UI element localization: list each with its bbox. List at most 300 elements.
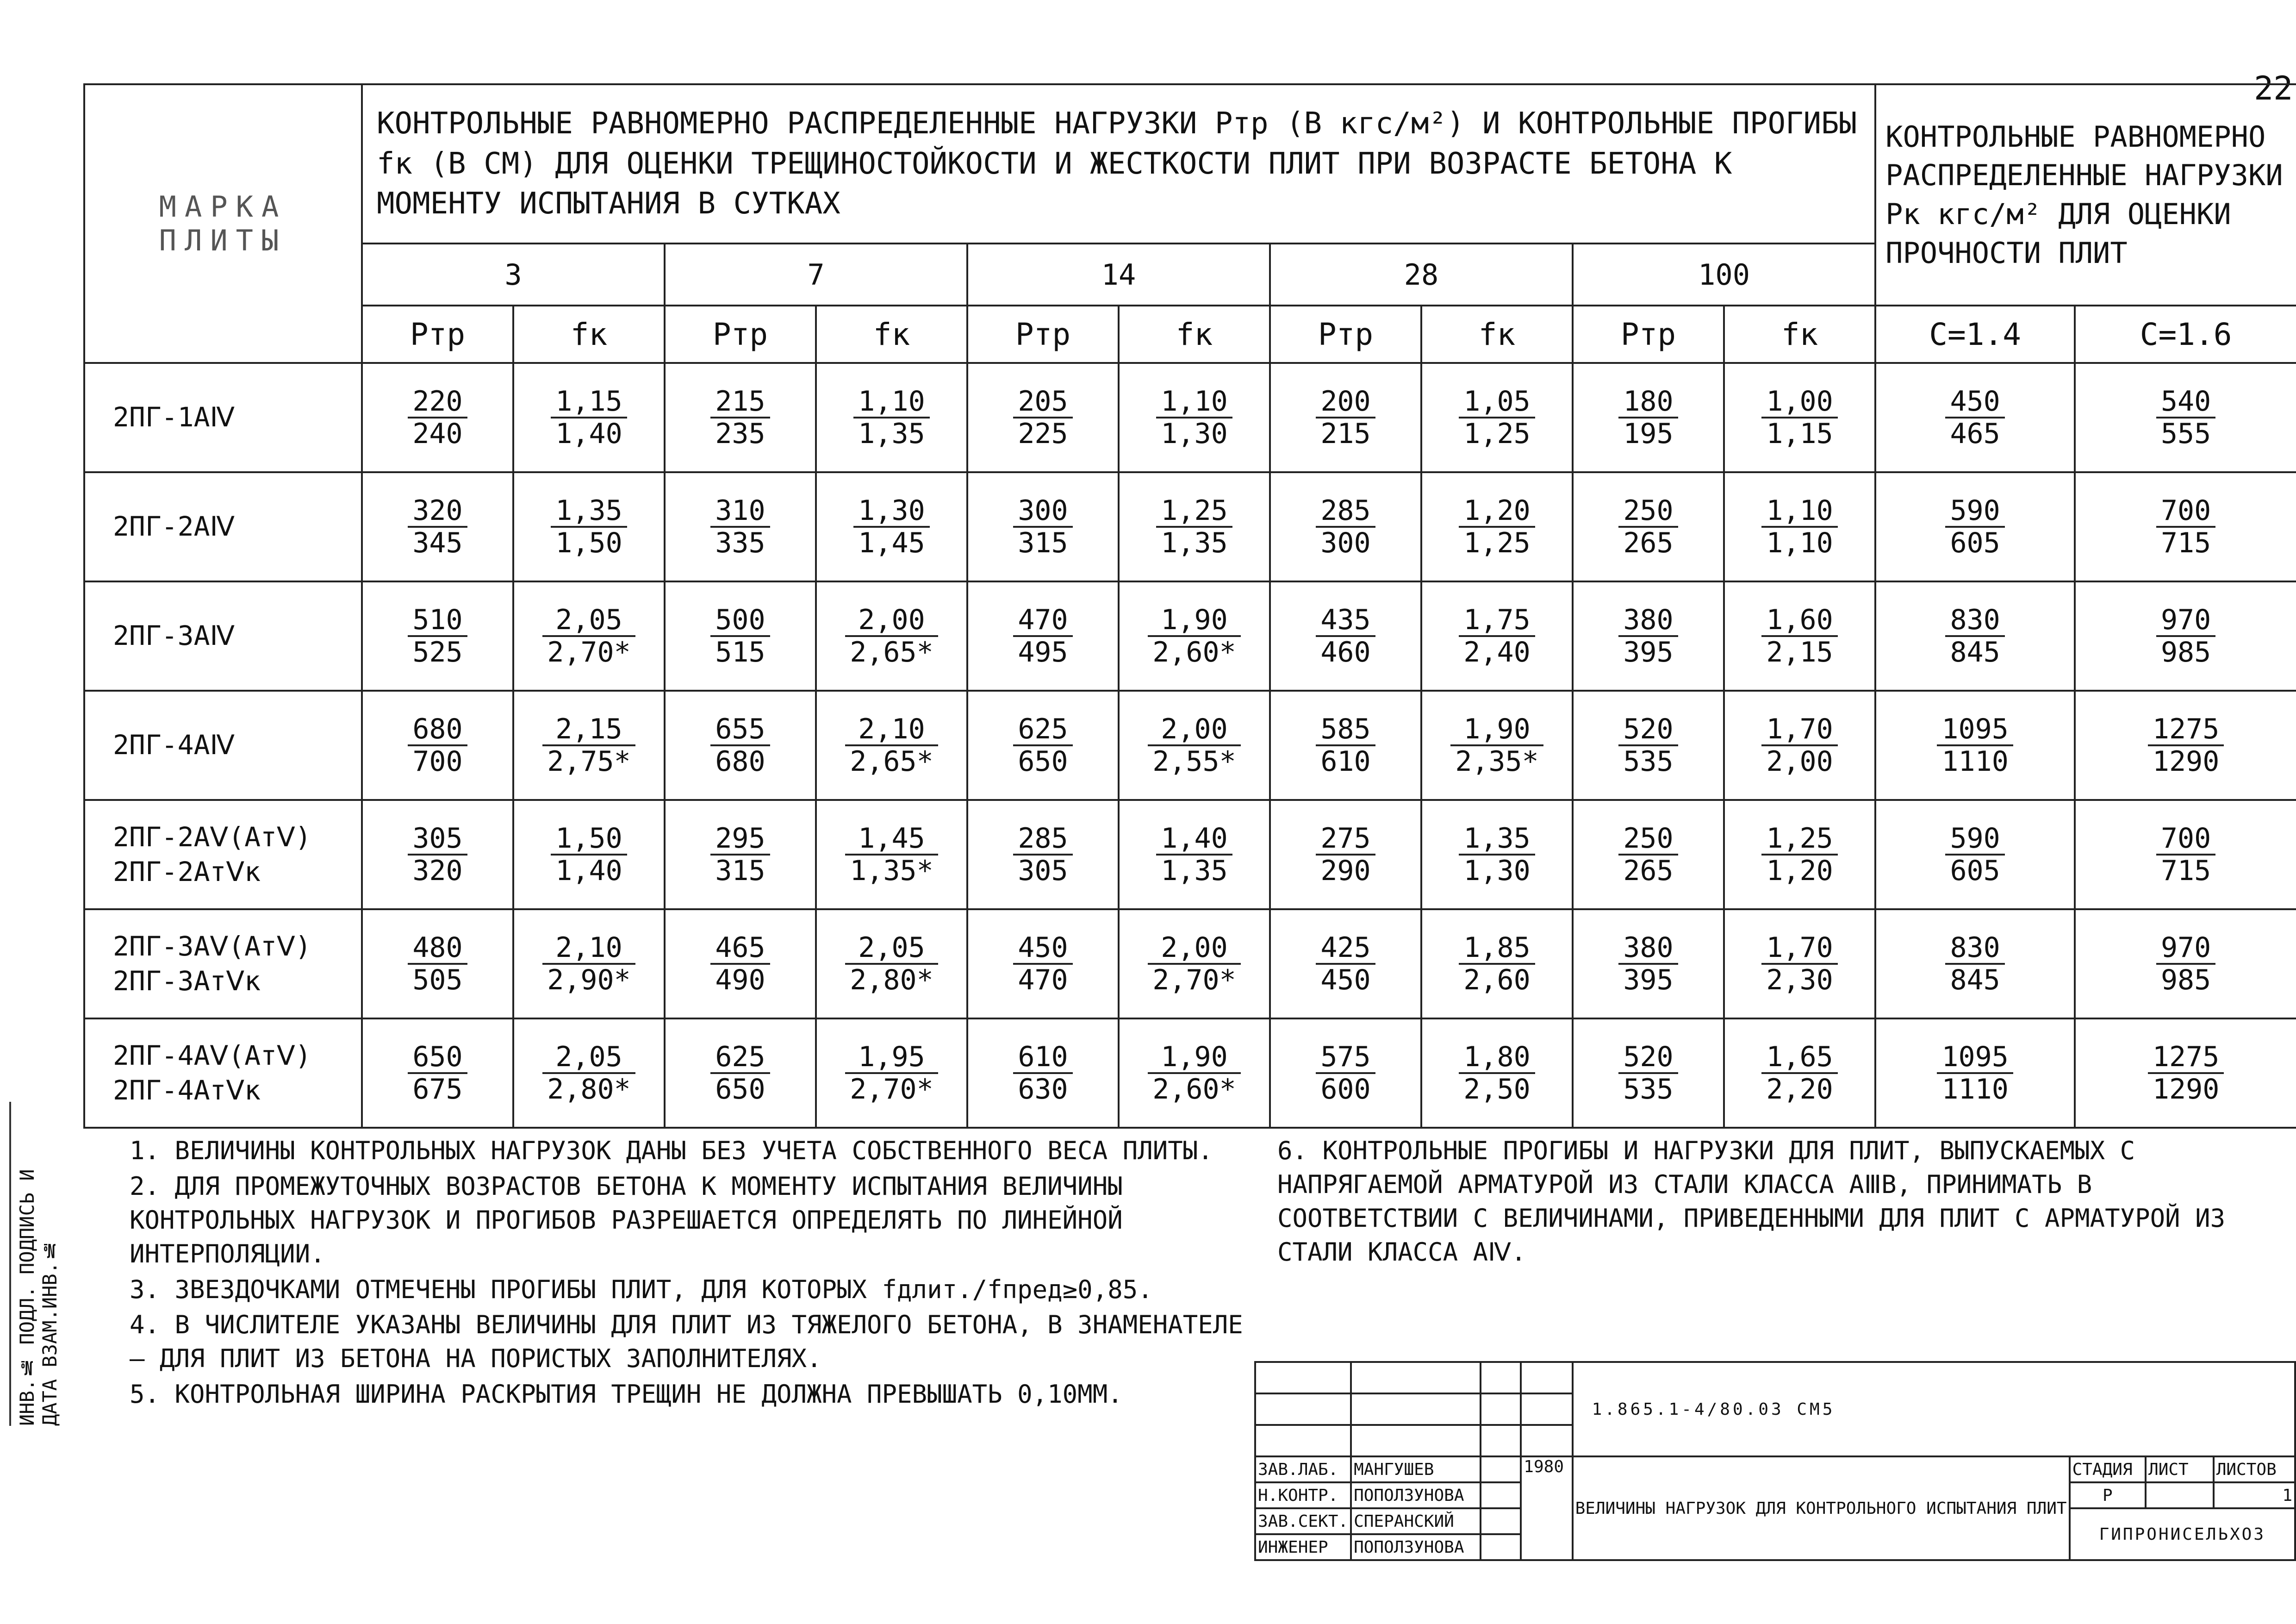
numerator-heavy-concrete: 215 bbox=[710, 386, 770, 418]
denominator-porous-aggregate: 1110 bbox=[1941, 745, 2009, 778]
value-cell bbox=[513, 472, 665, 581]
plate-mark bbox=[84, 909, 362, 1018]
denominator-porous-aggregate: 715 bbox=[2160, 855, 2211, 887]
numerator-heavy-concrete: 2,00 bbox=[845, 605, 938, 637]
numerator-heavy-concrete: 1,00 bbox=[1761, 386, 1838, 418]
numerator-heavy-concrete: 1,90 bbox=[1148, 605, 1241, 637]
value-fraction bbox=[845, 714, 938, 777]
value-fraction bbox=[1013, 605, 1072, 668]
value-fraction bbox=[710, 386, 770, 449]
value-fraction bbox=[542, 714, 635, 777]
title-block bbox=[1254, 1361, 2296, 1561]
value-fraction bbox=[542, 605, 635, 668]
denominator-porous-aggregate: 1,35 bbox=[858, 418, 925, 450]
denominator-porous-aggregate: 470 bbox=[1018, 964, 1068, 996]
value-fraction bbox=[408, 714, 467, 777]
value-fraction bbox=[2156, 605, 2215, 668]
value-cell bbox=[967, 1018, 1119, 1128]
value-fraction bbox=[408, 386, 467, 449]
denominator-porous-aggregate: 2,60* bbox=[1152, 1073, 1236, 1106]
denominator-porous-aggregate: 535 bbox=[1623, 1073, 1674, 1106]
denominator-porous-aggregate: 605 bbox=[1950, 527, 2000, 559]
numerator-heavy-concrete: 540 bbox=[2156, 386, 2215, 418]
plate-mark-primary: 2ПГ-4AⅣ bbox=[113, 729, 235, 761]
value-cell bbox=[513, 909, 665, 1018]
denominator-porous-aggregate: 605 bbox=[1950, 855, 2000, 887]
numerator-heavy-concrete: 610 bbox=[1013, 1042, 1072, 1074]
value-cell bbox=[665, 691, 816, 800]
name-1: МАНГУШЕВ bbox=[1351, 1456, 1481, 1482]
value-cell bbox=[1724, 909, 1875, 1018]
numerator-heavy-concrete: 465 bbox=[710, 932, 770, 965]
denominator-porous-aggregate: 2,50 bbox=[1463, 1073, 1531, 1106]
value-fraction bbox=[1156, 823, 1232, 886]
value-cell bbox=[1573, 909, 1724, 1018]
denominator-porous-aggregate: 1,15 bbox=[1766, 418, 1833, 450]
denominator-porous-aggregate: 845 bbox=[1950, 964, 2000, 996]
age-100: 100 bbox=[1573, 244, 1875, 306]
numerator-heavy-concrete: 1,75 bbox=[1459, 605, 1535, 637]
numerator-heavy-concrete: 435 bbox=[1316, 605, 1375, 637]
numerator-heavy-concrete: 2,00 bbox=[1148, 714, 1241, 746]
denominator-porous-aggregate: 1,40 bbox=[555, 418, 622, 450]
value-fraction bbox=[1459, 386, 1535, 449]
numerator-heavy-concrete: 1,10 bbox=[853, 386, 930, 418]
value-cell bbox=[1875, 800, 2075, 909]
numerator-heavy-concrete: 285 bbox=[1013, 823, 1072, 856]
value-cell bbox=[665, 909, 816, 1018]
value-cell bbox=[362, 691, 513, 800]
denominator-porous-aggregate: 465 bbox=[1950, 418, 2000, 450]
value-cell bbox=[1875, 581, 2075, 691]
numerator-heavy-concrete: 1,10 bbox=[1156, 386, 1232, 418]
value-cell bbox=[967, 909, 1119, 1018]
numerator-heavy-concrete: 300 bbox=[1013, 495, 1072, 528]
denominator-porous-aggregate: 700 bbox=[412, 745, 463, 778]
numerator-heavy-concrete: 1,95 bbox=[845, 1042, 938, 1074]
document-code: 1.865.1-4/80.03 СМ5 bbox=[1573, 1362, 2295, 1456]
note-4: 4. В ЧИСЛИТЕЛЕ УКАЗАНЫ ВЕЛИЧИНЫ ДЛЯ ПЛИТ ИЗ ТЯЖЕЛОГО БЕТОНА, В ЗНАМЕНАТЕЛЕ – ДЛЯ ПЛИТ ИЗ БЕТОНА НА ПОРИСТЫХ ЗАПОЛНИТЕЛЯХ. bbox=[130, 1310, 1243, 1374]
numerator-heavy-concrete: 1,35 bbox=[551, 495, 627, 528]
denominator-porous-aggregate: 395 bbox=[1623, 964, 1674, 996]
denominator-porous-aggregate: 2,90* bbox=[547, 964, 631, 996]
value-fraction bbox=[1459, 1042, 1535, 1105]
value-fraction bbox=[1013, 932, 1072, 995]
denominator-porous-aggregate: 2,60* bbox=[1152, 636, 1236, 668]
numerator-heavy-concrete: 480 bbox=[408, 932, 467, 965]
age-14: 14 bbox=[967, 244, 1270, 306]
sub-fk: fк bbox=[816, 306, 967, 363]
value-fraction bbox=[1937, 714, 2013, 777]
plate-mark-secondary: 2ПГ-2AтⅤк bbox=[113, 856, 261, 887]
numerator-heavy-concrete: 2,05 bbox=[542, 1042, 635, 1074]
numerator-heavy-concrete: 425 bbox=[1316, 932, 1375, 965]
denominator-porous-aggregate: 345 bbox=[412, 527, 463, 559]
sub-ptr: Pтр bbox=[1270, 306, 1421, 363]
numerator-heavy-concrete: 680 bbox=[408, 714, 467, 746]
plate-mark-primary: 2ПГ-4AⅤ(AтⅤ) bbox=[113, 1039, 311, 1071]
numerator-heavy-concrete: 625 bbox=[710, 1042, 770, 1074]
value-cell bbox=[2075, 800, 2296, 909]
numerator-heavy-concrete: 520 bbox=[1618, 714, 1678, 746]
value-fraction bbox=[1761, 1042, 1838, 1105]
value-fraction bbox=[1459, 605, 1535, 668]
value-cell bbox=[1875, 363, 2075, 472]
value-fraction bbox=[1316, 386, 1375, 449]
plate-mark bbox=[84, 691, 362, 800]
value-fraction bbox=[1316, 1042, 1375, 1105]
denominator-porous-aggregate: 2,30 bbox=[1766, 964, 1833, 996]
denominator-porous-aggregate: 985 bbox=[2160, 964, 2211, 996]
stage-label: СТАДИЯ bbox=[2070, 1456, 2146, 1482]
numerator-heavy-concrete: 1095 bbox=[1937, 714, 2013, 746]
denominator-porous-aggregate: 985 bbox=[2160, 636, 2211, 668]
numerator-heavy-concrete: 1,40 bbox=[1156, 823, 1232, 856]
numerator-heavy-concrete: 700 bbox=[2156, 823, 2215, 856]
numerator-heavy-concrete: 1095 bbox=[1937, 1042, 2013, 1074]
numerator-heavy-concrete: 1,20 bbox=[1459, 495, 1535, 528]
denominator-porous-aggregate: 600 bbox=[1320, 1073, 1371, 1106]
value-cell bbox=[1421, 691, 1573, 800]
value-cell bbox=[513, 800, 665, 909]
value-fraction bbox=[710, 932, 770, 995]
denominator-porous-aggregate: 515 bbox=[715, 636, 765, 668]
denominator-porous-aggregate: 630 bbox=[1018, 1073, 1068, 1106]
numerator-heavy-concrete: 585 bbox=[1316, 714, 1375, 746]
value-fraction bbox=[408, 495, 467, 558]
value-cell bbox=[1724, 472, 1875, 581]
table-row bbox=[84, 1018, 2296, 1128]
value-cell bbox=[967, 691, 1119, 800]
table-row bbox=[84, 800, 2296, 909]
denominator-porous-aggregate: 1,30 bbox=[1161, 418, 1228, 450]
sheet-label: ЛИСТ bbox=[2146, 1456, 2214, 1482]
role-3: ЗАВ.СЕКТ. bbox=[1255, 1508, 1351, 1534]
value-fraction bbox=[1013, 823, 1072, 886]
value-cell bbox=[1421, 472, 1573, 581]
denominator-porous-aggregate: 525 bbox=[412, 636, 463, 668]
value-fraction bbox=[1316, 605, 1375, 668]
value-cell bbox=[2075, 363, 2296, 472]
denominator-porous-aggregate: 2,80* bbox=[547, 1073, 631, 1106]
numerator-heavy-concrete: 2,05 bbox=[542, 605, 635, 637]
value-fraction bbox=[1945, 495, 2004, 558]
denominator-porous-aggregate: 2,65* bbox=[850, 636, 933, 668]
denominator-porous-aggregate: 650 bbox=[1018, 745, 1068, 778]
plate-mark bbox=[84, 581, 362, 691]
denominator-porous-aggregate: 235 bbox=[715, 418, 765, 450]
header-main: КОНТРОЛЬНЫЕ РАВНОМЕРНО РАСПРЕДЕЛЕННЫЕ НАГРУЗКИ Pтр (В кгс/м²) И КОНТРОЛЬНЫЕ ПРОГИБЫ fк (В СМ) ДЛЯ ОЦЕНКИ ТРЕЩИНОСТОЙКОСТИ И ЖЕСТКОСТИ ПЛИТ ПРИ ВОЗРАСТЕ БЕТОНА К МОМЕНТУ ИСПЫТАНИЯ В СУТКАХ bbox=[362, 84, 1875, 244]
signature-3 bbox=[1481, 1508, 1521, 1534]
value-fraction bbox=[2156, 495, 2215, 558]
denominator-porous-aggregate: 715 bbox=[2160, 527, 2211, 559]
value-cell bbox=[1270, 691, 1421, 800]
table-row bbox=[84, 909, 2296, 1018]
sub-ptr: Pтр bbox=[362, 306, 513, 363]
denominator-porous-aggregate: 2,75* bbox=[547, 745, 631, 778]
value-fraction bbox=[1618, 605, 1678, 668]
denominator-porous-aggregate: 300 bbox=[1320, 527, 1371, 559]
plate-mark-primary: 2ПГ-3AⅣ bbox=[113, 620, 235, 652]
numerator-heavy-concrete: 380 bbox=[1618, 605, 1678, 637]
value-cell bbox=[816, 472, 967, 581]
numerator-heavy-concrete: 295 bbox=[710, 823, 770, 856]
value-fraction bbox=[853, 386, 930, 449]
numerator-heavy-concrete: 575 bbox=[1316, 1042, 1375, 1074]
denominator-porous-aggregate: 315 bbox=[1018, 527, 1068, 559]
value-cell bbox=[1573, 1018, 1724, 1128]
value-cell bbox=[362, 472, 513, 581]
numerator-heavy-concrete: 1,90 bbox=[1450, 714, 1543, 746]
denominator-porous-aggregate: 450 bbox=[1320, 964, 1371, 996]
value-cell bbox=[1119, 909, 1270, 1018]
plate-mark-primary: 2ПГ-1AⅣ bbox=[113, 401, 235, 433]
value-fraction bbox=[1618, 495, 1678, 558]
value-fraction bbox=[1761, 605, 1838, 668]
value-fraction bbox=[408, 605, 467, 668]
value-cell bbox=[1724, 1018, 1875, 1128]
plate-mark bbox=[84, 1018, 362, 1128]
numerator-heavy-concrete: 470 bbox=[1013, 605, 1072, 637]
header-strength: КОНТРОЛЬНЫЕ РАВНОМЕРНО РАСПРЕДЕЛЕННЫЕ НАГРУЗКИ Pк кгс/м² ДЛЯ ОЦЕНКИ ПРОЧНОСТИ ПЛИТ bbox=[1875, 84, 2296, 306]
numerator-heavy-concrete: 2,15 bbox=[542, 714, 635, 746]
value-fraction bbox=[1148, 714, 1241, 777]
numerator-heavy-concrete: 830 bbox=[1945, 932, 2004, 965]
role-2: Н.КОНТР. bbox=[1255, 1482, 1351, 1508]
numerator-heavy-concrete: 1,70 bbox=[1761, 932, 1838, 965]
numerator-heavy-concrete: 650 bbox=[408, 1042, 467, 1074]
value-fraction bbox=[408, 932, 467, 995]
value-cell bbox=[362, 363, 513, 472]
numerator-heavy-concrete: 275 bbox=[1316, 823, 1375, 856]
value-cell bbox=[1724, 691, 1875, 800]
denominator-porous-aggregate: 2,35* bbox=[1455, 745, 1539, 778]
numerator-heavy-concrete: 220 bbox=[408, 386, 467, 418]
value-cell bbox=[362, 800, 513, 909]
numerator-heavy-concrete: 2,10 bbox=[542, 932, 635, 965]
denominator-porous-aggregate: 1,40 bbox=[555, 855, 622, 887]
value-cell bbox=[362, 581, 513, 691]
denominator-porous-aggregate: 315 bbox=[715, 855, 765, 887]
value-fraction bbox=[2156, 386, 2215, 449]
denominator-porous-aggregate: 320 bbox=[412, 855, 463, 887]
sub-fk: fк bbox=[513, 306, 665, 363]
value-fraction bbox=[2148, 714, 2224, 777]
value-cell bbox=[665, 1018, 816, 1128]
loads-table bbox=[83, 83, 2296, 1129]
plate-mark bbox=[84, 472, 362, 581]
value-cell bbox=[1421, 581, 1573, 691]
value-fraction bbox=[408, 823, 467, 886]
denominator-porous-aggregate: 1110 bbox=[1941, 1073, 2009, 1106]
column-header-marka: МАРКА ПЛИТЫ bbox=[84, 84, 362, 363]
denominator-porous-aggregate: 2,55* bbox=[1152, 745, 1236, 778]
denominator-porous-aggregate: 265 bbox=[1623, 527, 1674, 559]
numerator-heavy-concrete: 590 bbox=[1945, 823, 2004, 856]
value-fraction bbox=[542, 932, 635, 995]
numerator-heavy-concrete: 285 bbox=[1316, 495, 1375, 528]
value-fraction bbox=[1618, 823, 1678, 886]
value-fraction bbox=[1013, 386, 1072, 449]
value-fraction bbox=[1148, 1042, 1241, 1105]
value-fraction bbox=[1316, 714, 1375, 777]
value-fraction bbox=[845, 1042, 938, 1105]
denominator-porous-aggregate: 1,35 bbox=[1161, 527, 1228, 559]
value-cell bbox=[513, 1018, 665, 1128]
denominator-porous-aggregate: 505 bbox=[412, 964, 463, 996]
value-cell bbox=[967, 363, 1119, 472]
sub-fk: fк bbox=[1724, 306, 1875, 363]
numerator-heavy-concrete: 200 bbox=[1316, 386, 1375, 418]
denominator-porous-aggregate: 610 bbox=[1320, 745, 1371, 778]
value-cell bbox=[1724, 363, 1875, 472]
denominator-porous-aggregate: 1,35* bbox=[850, 855, 933, 887]
numerator-heavy-concrete: 830 bbox=[1945, 605, 2004, 637]
value-cell bbox=[513, 363, 665, 472]
denominator-porous-aggregate: 555 bbox=[2160, 418, 2211, 450]
numerator-heavy-concrete: 1,30 bbox=[853, 495, 930, 528]
numerator-heavy-concrete: 305 bbox=[408, 823, 467, 856]
value-cell bbox=[816, 1018, 967, 1128]
plate-mark bbox=[84, 800, 362, 909]
denominator-porous-aggregate: 2,70* bbox=[547, 636, 631, 668]
note-5: 5. КОНТРОЛЬНАЯ ШИРИНА РАСКРЫТИЯ ТРЕЩИН НЕ ДОЛЖНА ПРЕВЫШАТЬ 0,10ММ. bbox=[130, 1380, 1123, 1409]
numerator-heavy-concrete: 700 bbox=[2156, 495, 2215, 528]
value-cell bbox=[1119, 1018, 1270, 1128]
numerator-heavy-concrete: 2,05 bbox=[845, 932, 938, 965]
notes bbox=[130, 1134, 1263, 1413]
denominator-porous-aggregate: 1,10 bbox=[1766, 527, 1833, 559]
value-fraction bbox=[1013, 1042, 1072, 1105]
numerator-heavy-concrete: 500 bbox=[710, 605, 770, 637]
value-fraction bbox=[2156, 823, 2215, 886]
numerator-heavy-concrete: 1,65 bbox=[1761, 1042, 1838, 1074]
role-4: ИНЖЕНЕР bbox=[1255, 1534, 1351, 1560]
denominator-porous-aggregate: 490 bbox=[715, 964, 765, 996]
value-cell bbox=[2075, 909, 2296, 1018]
organization: ГИПРОНИСЕЛЬХОЗ bbox=[2070, 1508, 2295, 1560]
plate-mark bbox=[84, 363, 362, 472]
value-cell bbox=[1573, 800, 1724, 909]
numerator-heavy-concrete: 380 bbox=[1618, 932, 1678, 965]
denominator-porous-aggregate: 1,20 bbox=[1766, 855, 1833, 887]
value-cell bbox=[665, 472, 816, 581]
numerator-heavy-concrete: 320 bbox=[408, 495, 467, 528]
table-row bbox=[84, 691, 2296, 800]
value-cell bbox=[1119, 472, 1270, 581]
numerator-heavy-concrete: 180 bbox=[1618, 386, 1678, 418]
value-cell bbox=[967, 581, 1119, 691]
value-cell bbox=[1573, 363, 1724, 472]
value-fraction bbox=[1013, 714, 1072, 777]
value-fraction bbox=[551, 823, 627, 886]
value-cell bbox=[513, 691, 665, 800]
sheet-value bbox=[2146, 1482, 2214, 1508]
value-cell bbox=[2075, 472, 2296, 581]
value-cell bbox=[967, 800, 1119, 909]
value-fraction bbox=[1148, 932, 1241, 995]
value-cell bbox=[362, 909, 513, 1018]
numerator-heavy-concrete: 205 bbox=[1013, 386, 1072, 418]
denominator-porous-aggregate: 675 bbox=[412, 1073, 463, 1106]
note-3: 3. ЗВЕЗДОЧКАМИ ОТМЕЧЕНЫ ПРОГИБЫ ПЛИТ, ДЛЯ КОТОРЫХ fдлит./fпред≥0,85. bbox=[130, 1274, 1153, 1304]
value-cell bbox=[1270, 800, 1421, 909]
value-fraction bbox=[845, 932, 938, 995]
denominator-porous-aggregate: 2,65* bbox=[850, 745, 933, 778]
sub-ptr: Pтр bbox=[1573, 306, 1724, 363]
value-fraction bbox=[551, 495, 627, 558]
value-fraction bbox=[1316, 823, 1375, 886]
denominator-porous-aggregate: 335 bbox=[715, 527, 765, 559]
numerator-heavy-concrete: 1,80 bbox=[1459, 1042, 1535, 1074]
value-fraction bbox=[1618, 1042, 1678, 1105]
denominator-porous-aggregate: 650 bbox=[715, 1073, 765, 1106]
age-28: 28 bbox=[1270, 244, 1573, 306]
value-cell bbox=[1421, 1018, 1573, 1128]
value-cell bbox=[1270, 581, 1421, 691]
note-2: 2. ДЛЯ ПРОМЕЖУТОЧНЫХ ВОЗРАСТОВ БЕТОНА К МОМЕНТУ ИСПЫТАНИЯ ВЕЛИЧИНЫ КОНТРОЛЬНЫХ НАГРУЗОК И ПРОГИБОВ РАЗРЕШАЕТСЯ ОПРЕДЕЛЯТЬ ПО ЛИНЕЙНОЙ ИНТЕРПОЛЯЦИИ. bbox=[130, 1171, 1123, 1268]
denominator-porous-aggregate: 1,25 bbox=[1463, 418, 1531, 450]
value-fraction bbox=[1761, 386, 1838, 449]
value-fraction bbox=[1316, 495, 1375, 558]
note-6: 6. КОНТРОЛЬНЫЕ ПРОГИБЫ И НАГРУЗКИ ДЛЯ ПЛИТ, ВЫПУСКАЕМЫХ С НАПРЯГАЕМОЙ АРМАТУРОЙ ИЗ СТАЛИ КЛАССА AⅢВ, ПРИНИМАТЬ В СООТВЕТСТВИИ С ВЕЛИЧИНАМИ, ПРИВЕДЕННЫМИ ДЛЯ ПЛИТ С АРМАТУРОЙ ИЗ СТАЛИ КЛАССА AⅣ. bbox=[1277, 1136, 2226, 1267]
denominator-porous-aggregate: 1,35 bbox=[1161, 855, 1228, 887]
value-cell bbox=[1875, 472, 2075, 581]
value-fraction bbox=[1013, 495, 1072, 558]
numerator-heavy-concrete: 1,15 bbox=[551, 386, 627, 418]
value-cell bbox=[967, 472, 1119, 581]
numerator-heavy-concrete: 970 bbox=[2156, 605, 2215, 637]
denominator-porous-aggregate: 1290 bbox=[2152, 1073, 2220, 1106]
value-cell bbox=[1724, 581, 1875, 691]
denominator-porous-aggregate: 1290 bbox=[2152, 745, 2220, 778]
numerator-heavy-concrete: 520 bbox=[1618, 1042, 1678, 1074]
value-cell bbox=[2075, 581, 2296, 691]
numerator-heavy-concrete: 970 bbox=[2156, 932, 2215, 965]
value-cell bbox=[1573, 581, 1724, 691]
value-cell bbox=[1875, 691, 2075, 800]
denominator-porous-aggregate: 290 bbox=[1320, 855, 1371, 887]
sub-ptr: Pтр bbox=[665, 306, 816, 363]
value-cell bbox=[2075, 1018, 2296, 1128]
age-3: 3 bbox=[362, 244, 665, 306]
signature-2 bbox=[1481, 1482, 1521, 1508]
denominator-porous-aggregate: 2,20 bbox=[1766, 1073, 1833, 1106]
denominator-porous-aggregate: 395 bbox=[1623, 636, 1674, 668]
table-row bbox=[84, 472, 2296, 581]
value-fraction bbox=[1945, 386, 2004, 449]
numerator-heavy-concrete: 1,60 bbox=[1761, 605, 1838, 637]
denominator-porous-aggregate: 535 bbox=[1623, 745, 1674, 778]
sub-c14: C=1.4 bbox=[1875, 306, 2075, 363]
value-fraction bbox=[1450, 714, 1543, 777]
denominator-porous-aggregate: 680 bbox=[715, 745, 765, 778]
value-fraction bbox=[853, 495, 930, 558]
sub-fk: fк bbox=[1119, 306, 1270, 363]
denominator-porous-aggregate: 460 bbox=[1320, 636, 1371, 668]
sheets-label: ЛИСТОВ bbox=[2214, 1456, 2295, 1482]
value-fraction bbox=[542, 1042, 635, 1105]
plate-mark-primary: 2ПГ-2AⅣ bbox=[113, 511, 235, 543]
value-cell bbox=[816, 363, 967, 472]
numerator-heavy-concrete: 310 bbox=[710, 495, 770, 528]
denominator-porous-aggregate: 2,70* bbox=[850, 1073, 933, 1106]
value-fraction bbox=[1459, 932, 1535, 995]
value-cell bbox=[816, 909, 967, 1018]
numerator-heavy-concrete: 655 bbox=[710, 714, 770, 746]
numerator-heavy-concrete: 1,10 bbox=[1761, 495, 1838, 528]
age-7: 7 bbox=[665, 244, 967, 306]
